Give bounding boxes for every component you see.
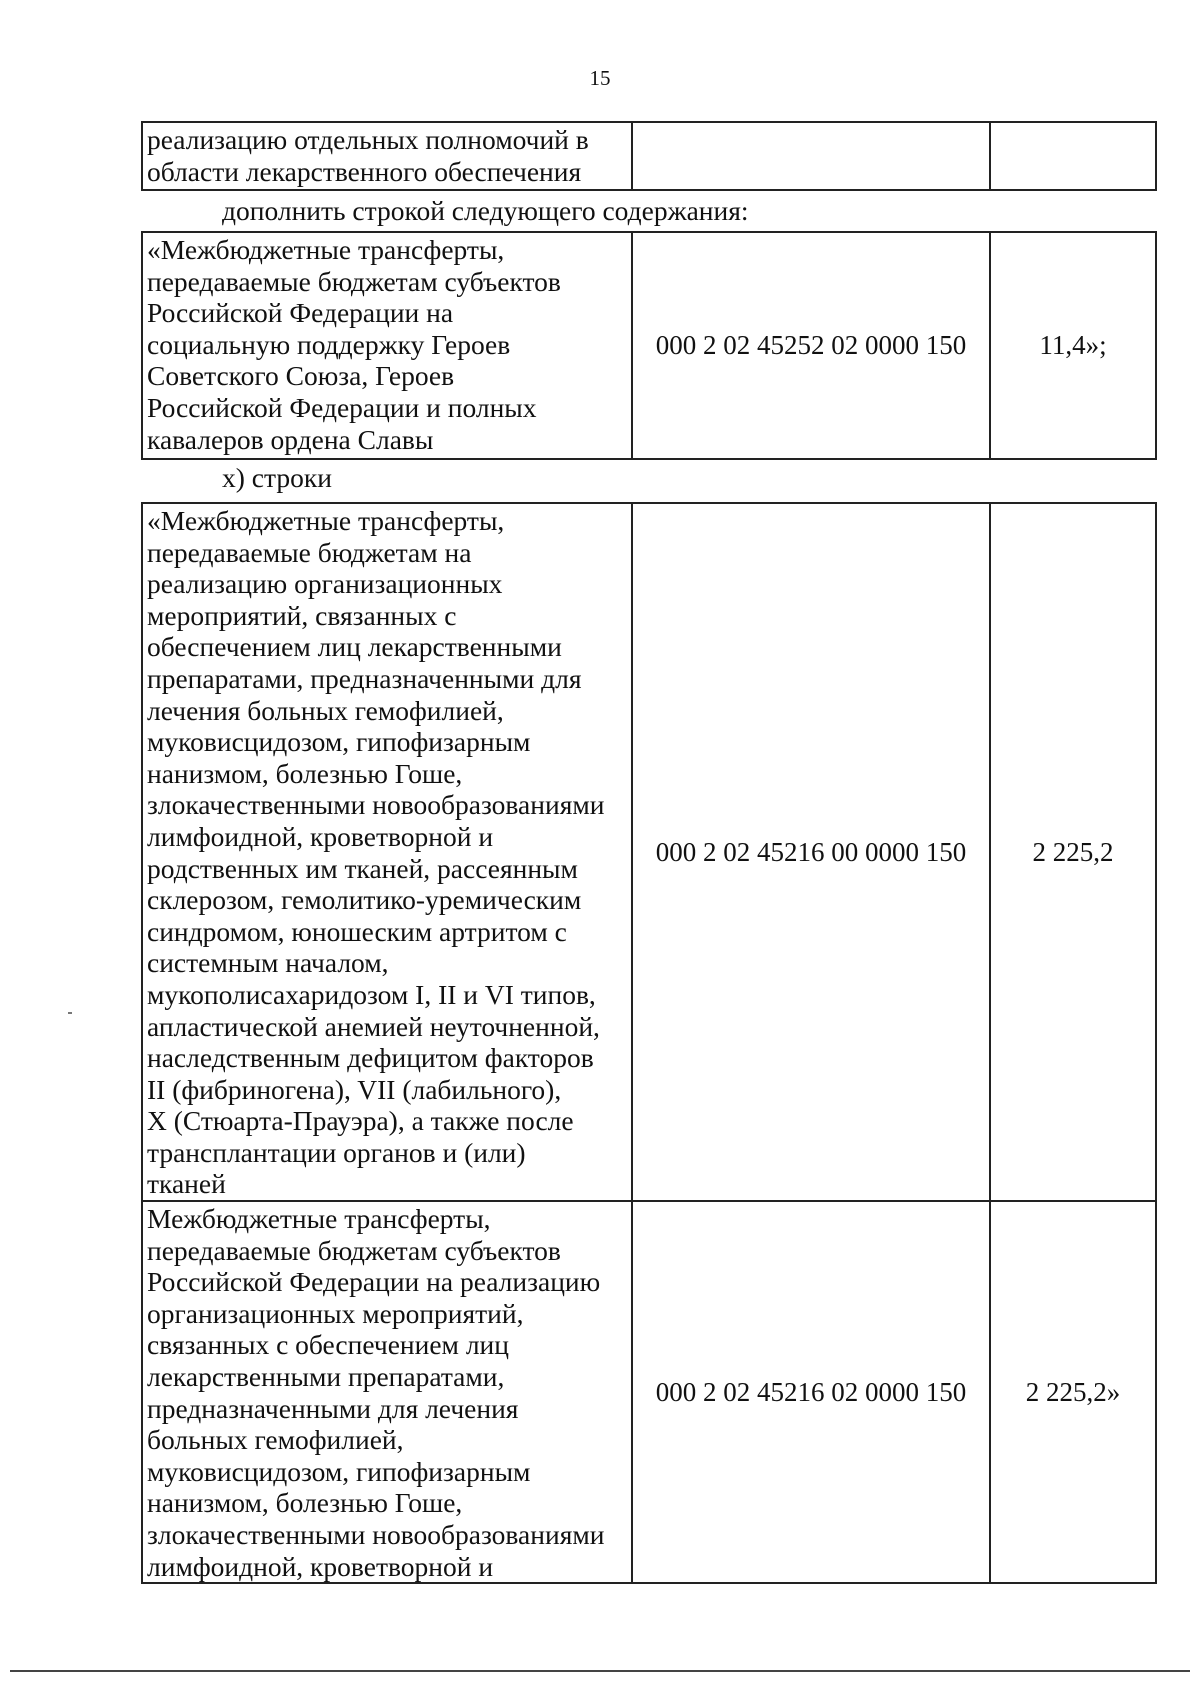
row-code: 000 2 02 45216 00 0000 150 [632, 503, 990, 1201]
table-row [142, 503, 1156, 1201]
page-number: 15 [589, 66, 611, 90]
table-row [142, 232, 1156, 459]
row-description: «Межбюджетные трансферты, передаваемые бюджетам субъектов Российской Федерации на социальную поддержку Героев Советского Союза, Героев Российской Федерации и полных кавалеров ордена Славы [142, 232, 632, 459]
instruction-add-line: дополнить строкой следующего содержания: [222, 195, 749, 226]
row-code: 000 2 02 45216 02 0000 150 [632, 1201, 990, 1583]
row-code: 000 2 02 45252 02 0000 150 [632, 232, 990, 459]
footer-rule [10, 1670, 1190, 1672]
continuation-table [141, 121, 1157, 191]
table-row [142, 1201, 1156, 1583]
row-amount [990, 122, 1156, 190]
row-amount: 2 225,2» [990, 1201, 1156, 1583]
added-row-table [141, 231, 1157, 460]
instruction-rows-line: х) строки [222, 462, 332, 493]
scan-speck [68, 1012, 72, 1014]
row-amount: 2 225,2 [990, 503, 1156, 1201]
table-row [142, 122, 1156, 190]
row-description: «Межбюджетные трансферты, передаваемые бюджетам на реализацию организационных мероприятий, связанных с обеспечением лиц лекарственными препаратами, предназначенными для лечения больных гемофилией, муковисцидозом, гипофизарным нанизмом, болезнью Гоше, злокачественными новообразованиями лимфоидной, кроветворной и родственных им тканей, рассеянным склерозом, гемолитико-уремическим синдромом, юношеским артритом с системным началом, мукополисахаридозом I, II и VI типов, апластической анемией неуточненной, наследственным дефицитом факторов II (фибриногена), VII (лабильного), X (Стюарта-Прауэра), а также после трансплантации органов и (или) тканей [142, 503, 632, 1201]
row-description: реализацию отдельных полномочий в области лекарственного обеспечения [142, 122, 632, 190]
rows-table [141, 502, 1157, 1584]
row-code [632, 122, 990, 190]
row-amount: 11,4»; [990, 232, 1156, 459]
row-description: Межбюджетные трансферты, передаваемые бюджетам субъектов Российской Федерации на реализацию организационных мероприятий, связанных с обеспечением лиц лекарственными препаратами, предназначенными для лечения больных гемофилией, муковисцидозом, гипофизарным нанизмом, болезнью Гоше, злокачественными новообразованиями лимфоидной, кроветворной и [142, 1201, 632, 1583]
